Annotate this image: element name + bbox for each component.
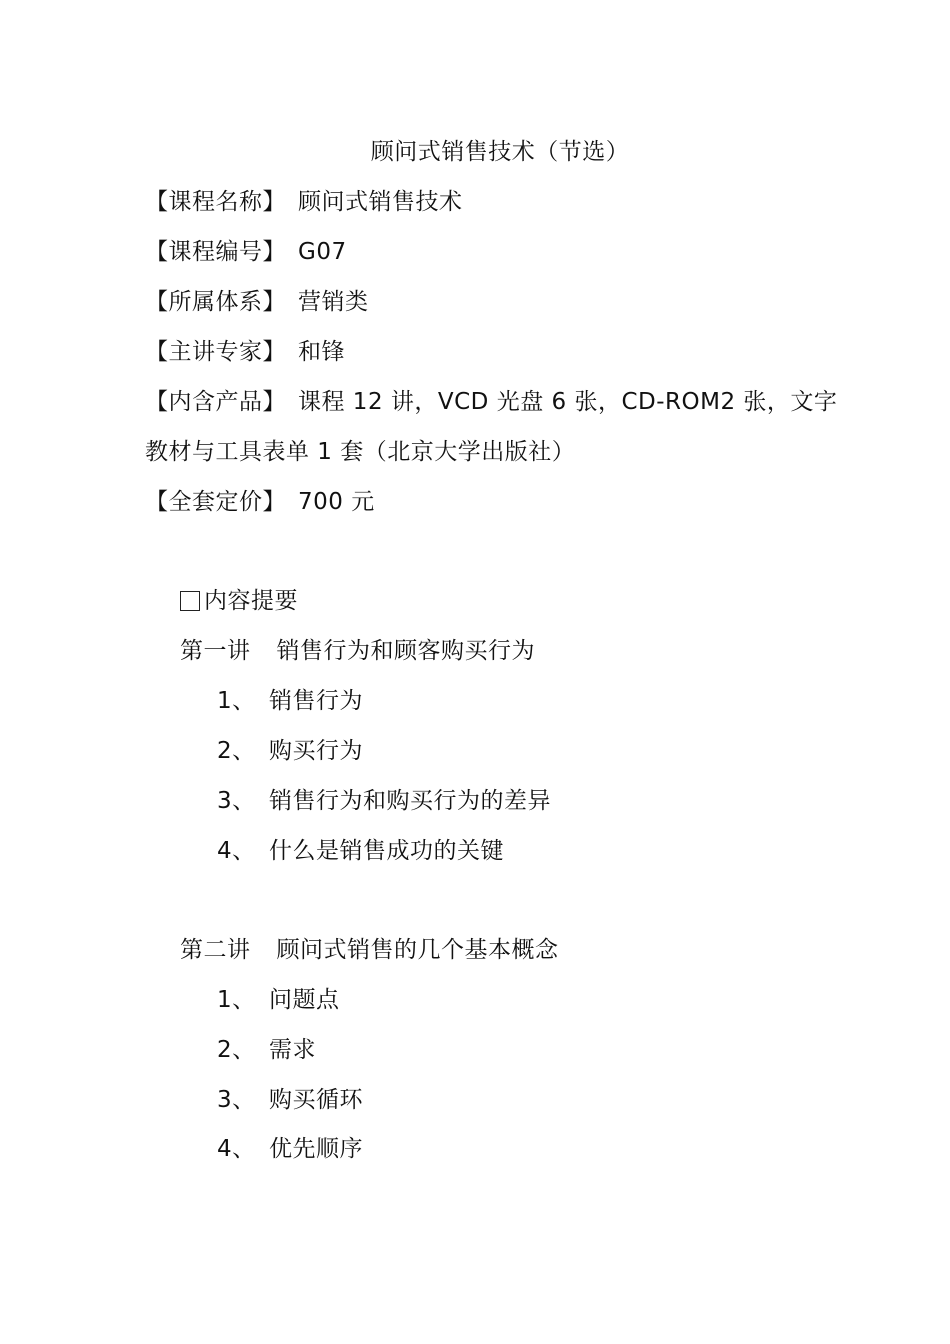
list-item <box>217 786 551 816</box>
list-item <box>217 1134 363 1164</box>
info-row-lecturer <box>145 337 345 367</box>
item-number: 2、 <box>217 738 256 764</box>
info-label: 【课程名称】 <box>145 189 286 215</box>
info-row-products <box>145 387 837 417</box>
item-number: 4、 <box>217 1136 256 1162</box>
list-item <box>217 836 504 866</box>
info-value: 课程 12 讲，VCD 光盘 6 张，CD-ROM2 张，文字 <box>298 389 838 415</box>
info-value: G07 <box>298 239 347 265</box>
info-row-course-code <box>145 237 347 267</box>
lecture-number: 第一讲 <box>180 638 251 664</box>
lecture-title-text: 顾问式销售的几个基本概念 <box>276 937 559 963</box>
summary-heading <box>180 586 298 616</box>
item-number: 3、 <box>217 788 256 814</box>
info-row-price <box>145 487 375 517</box>
item-text: 购买行为 <box>269 738 363 764</box>
item-text: 优先顺序 <box>269 1136 363 1162</box>
item-text: 问题点 <box>269 987 340 1013</box>
item-text: 销售行为和购买行为的差异 <box>269 788 551 814</box>
list-item <box>217 736 363 766</box>
list-item <box>217 1085 363 1115</box>
list-item <box>217 686 363 716</box>
summary-heading-text: 内容提要 <box>204 588 298 614</box>
lecture-title <box>180 935 559 965</box>
item-text: 需求 <box>269 1037 316 1063</box>
item-number: 4、 <box>217 838 256 864</box>
item-number: 2、 <box>217 1037 256 1063</box>
lecture-title <box>180 636 535 666</box>
info-label: 【课程编号】 <box>145 239 286 265</box>
item-number: 1、 <box>217 688 256 714</box>
info-value: 顾问式销售技术 <box>298 189 463 215</box>
list-item <box>217 1035 316 1065</box>
info-label: 【内含产品】 <box>145 389 286 415</box>
item-text: 销售行为 <box>269 688 363 714</box>
info-value: 700 元 <box>298 489 375 515</box>
info-value: 营销类 <box>298 289 369 315</box>
lecture-title-text: 销售行为和顾客购买行为 <box>276 638 535 664</box>
item-text: 购买循环 <box>269 1087 363 1113</box>
lecture-number: 第二讲 <box>180 937 251 963</box>
checkbox-icon <box>180 591 200 611</box>
document-title: 顾问式销售技术（节选） <box>370 139 630 165</box>
item-number: 1、 <box>217 987 256 1013</box>
list-item <box>217 985 340 1015</box>
info-label: 【主讲专家】 <box>145 339 286 365</box>
info-label: 【所属体系】 <box>145 289 286 315</box>
info-row-products-continuation: 教材与工具表单 1 套（北京大学出版社） <box>145 439 576 465</box>
info-row-system <box>145 287 369 317</box>
info-row-course-name <box>145 187 463 217</box>
info-value: 和锋 <box>298 339 345 365</box>
info-label: 【全套定价】 <box>145 489 286 515</box>
item-text: 什么是销售成功的关键 <box>269 838 504 864</box>
item-number: 3、 <box>217 1087 256 1113</box>
